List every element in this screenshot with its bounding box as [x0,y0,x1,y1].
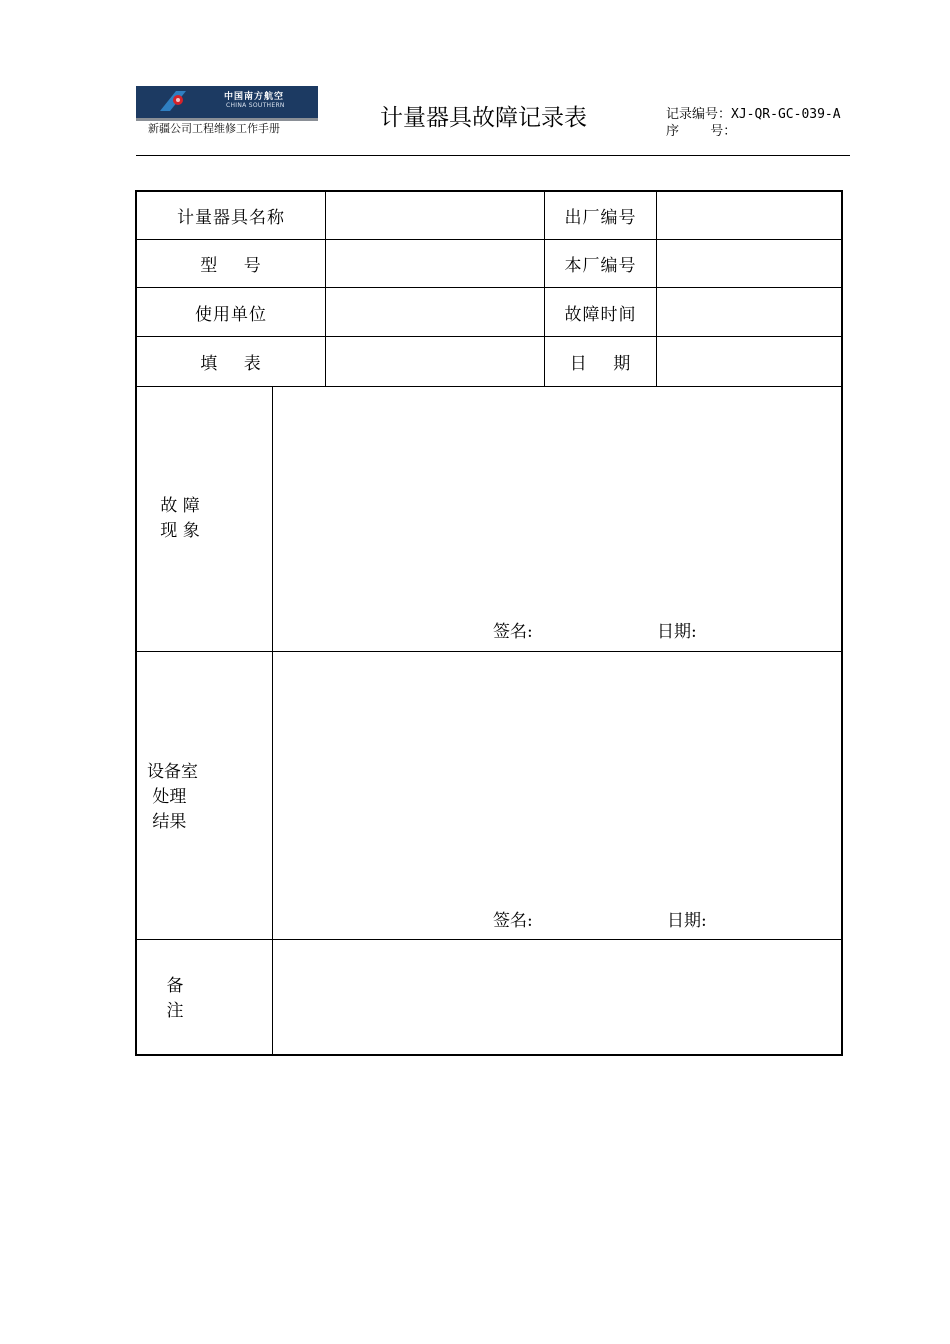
label-factory-serial: 出厂编号 [564,208,637,228]
document-title: 计量器具故障记录表 [380,105,587,131]
handling-result-area[interactable] [273,652,841,892]
logo-name-cn: 中国南方航空 [224,92,285,102]
header-divider [136,155,850,156]
fault-time-field[interactable] [657,288,841,336]
result-signature-label: 签名: [493,911,533,931]
filled-by-field[interactable] [326,337,544,386]
instrument-name-field[interactable] [326,192,544,239]
label-plant-serial: 本厂编号 [564,256,637,276]
label-fault-time: 故障时间 [564,304,637,325]
serial-number: 序 号： [666,124,737,139]
kapok-flower-icon [158,89,188,113]
user-unit-field[interactable] [326,288,544,336]
label-filled-by: 填 表 [200,354,262,374]
model-field[interactable] [326,240,544,287]
fault-record-form [135,190,843,1056]
fault-signature-label: 签名: [493,622,533,642]
fault-description-area[interactable] [273,387,841,607]
logo-name-en: CHINA SOUTHERN [226,102,285,109]
date-field[interactable] [657,337,841,386]
manual-label: 新疆公司工程维修工作手册 [148,122,280,135]
fault-date-label: 日期: [657,622,697,642]
label-remarks: 备 注 [166,976,184,1021]
label-user-unit: 使用单位 [195,304,267,325]
result-date-label: 日期: [667,911,707,931]
label-date: 日 期 [569,354,632,374]
label-model: 型 号 [200,256,262,276]
airline-logo [136,86,318,121]
label-handling-result: 设备室 处理 结果 [147,762,198,832]
record-number: 记录编号：XJ-QR-GC-039-A [666,107,841,122]
label-instrument-name: 计量器具名称 [177,208,285,228]
remarks-area[interactable] [273,940,841,1054]
plant-serial-field[interactable] [657,240,841,287]
label-fault-phenomenon: 故 障 现 象 [160,496,200,541]
document-header [0,0,950,160]
factory-serial-field[interactable] [657,192,841,239]
